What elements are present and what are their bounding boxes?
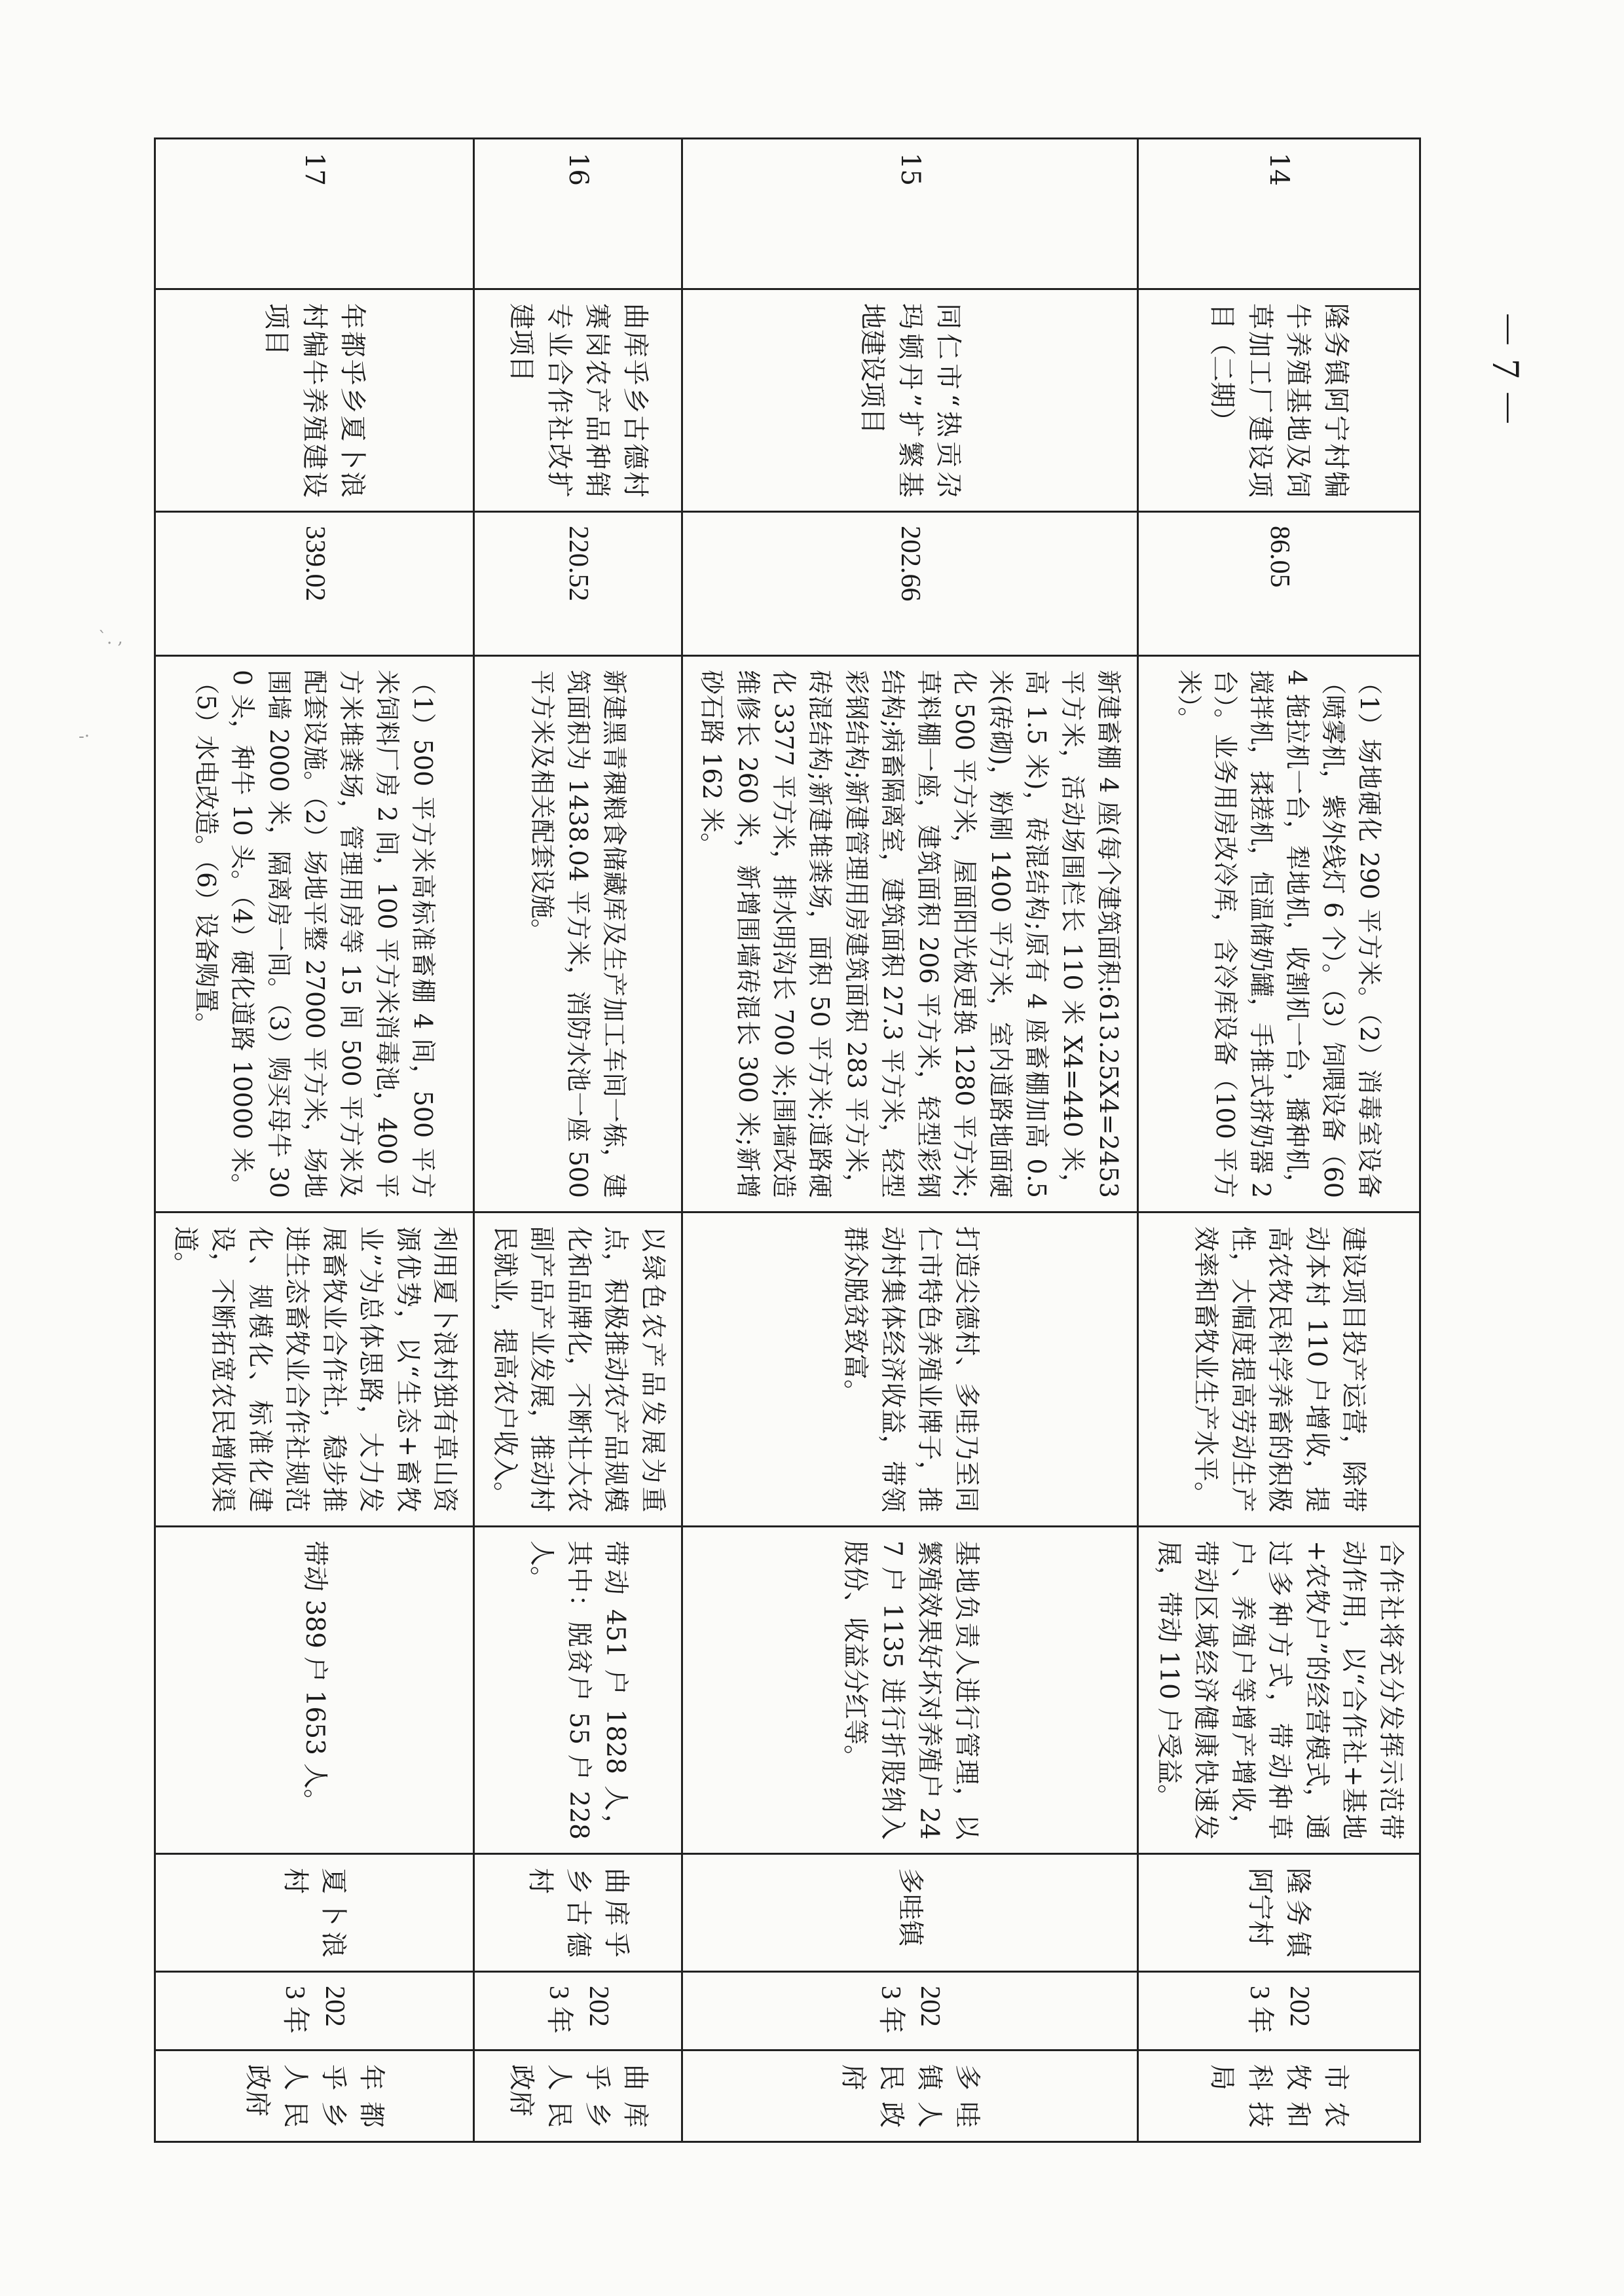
row-number-cell: 15: [682, 139, 1138, 289]
implementation-year-cell: 2023 年: [682, 1972, 1138, 2050]
investment-amount-cell: 339.02: [155, 512, 473, 656]
responsible-unit-cell: 曲库乎乡人民政府: [474, 2050, 682, 2142]
row-number-cell: 14: [1138, 139, 1420, 289]
project-name-cell: 年都乎乡夏卜浪村犏牛养殖建设项目: [155, 289, 473, 512]
project-goal-cell: 建设项目投产运营，除带动本村 110 户增收，提高农牧民科学养畜的积极性，大幅度提高劳动生产效率和畜牧业生产水平。: [1138, 1212, 1420, 1527]
row-number-cell: 17: [155, 139, 473, 289]
responsible-unit-cell: 多哇镇人民政府: [682, 2050, 1138, 2142]
project-name-cell: 曲库乎乡古德村赛岗农产品种销专业合作社改扩建项目: [474, 289, 682, 512]
implementation-year-cell: 2023 年: [1138, 1972, 1420, 2050]
investment-amount-cell: 220.52: [474, 512, 682, 656]
project-goal-cell: 利用夏卜浪村独有草山资源优势，以“生态+畜牧业”为总体思路，大力发展畜牧业合作社，稳步推进生态畜牧业合作社规范化、规模化、标准化建设，不断拓宽农民增收渠道。: [155, 1212, 473, 1527]
row-number-cell: 16: [474, 139, 682, 289]
benefit-mechanism-cell: 基地负责人进行管理，以繁殖效果好坏对养殖户 247 户 1135 进行折股纳入股份、收益分红等。: [682, 1527, 1138, 1854]
rotated-table-container: [170, 137, 1421, 2141]
investment-amount-cell: 86.05: [1138, 512, 1420, 656]
page-number: － 7 －: [1485, 310, 1528, 428]
scan-mark: `. ,: [98, 629, 123, 648]
responsible-unit-cell: 年都乎乡人民政府: [155, 2050, 473, 2142]
construction-content-cell: 新建黑青稞粮食储藏库及生产加工车间一栋，建筑面积为 1438.04 平方米，消防水池一座 500 平方米及相关配套设施。: [474, 656, 682, 1212]
implementation-year-cell: 2023 年: [155, 1972, 473, 2050]
benefit-mechanism-cell: 带动 451 户 1828 人，其中：脱贫户 55 户 228 人。: [474, 1527, 682, 1854]
benefit-mechanism-cell: 带动 389 户 1653 人。: [155, 1527, 473, 1854]
benefit-mechanism-cell: 合作社将充分发挥示范带动作用，以“合作社+基地+农牧户”的经营模式，通过多种方式，带动种草户、养殖户等增产增收，带动区域经济健康快速发展，带动 110 户受益。: [1138, 1527, 1420, 1854]
table-row: [1138, 139, 1420, 2142]
project-goal-cell: 打造尖德村、多哇乃至同仁市特色养殖业牌子，推动村集体经济收益，带领群众脱贫致富。: [682, 1212, 1138, 1527]
project-location-cell: 夏卜浪村: [155, 1854, 473, 1972]
project-name-cell: 隆务镇阿宁村犏牛养殖基地及饲草加工厂建设项目（二期）: [1138, 289, 1420, 512]
table-row: [155, 139, 473, 2142]
project-location-cell: 隆务镇阿宁村: [1138, 1854, 1420, 1972]
project-location-cell: 曲库乎乡古德村: [474, 1854, 682, 1972]
table-row: [682, 139, 1138, 2142]
project-goal-cell: 以绿色农产品发展为重点，积极推动农产品规模化和品牌化，不断壮大农副产品产业发展，推动村民就业，提高农户收入。: [474, 1212, 682, 1527]
project-table: [154, 137, 1421, 2143]
construction-content-cell: （1）场地硬化 290 平方米。（2）消毒室设备（喷雾机，紫外线灯 6 个）。（3）饲喂设备（604 拖拉机一台，犁地机，收割机一台，播种机，搅拌机，揉搓机，恒温储奶罐，手推式挤奶器 2 台）。业务用房改冷库，含冷库设备（100 平方米）。: [1138, 656, 1420, 1212]
construction-content-cell: 新建畜棚 4 座(每个建筑面积:613.25X4=2453 平方米，活动场围栏长 110 米 X4=440 米，高 1.5 米)，砖混结构;原有 4 座畜棚加高 0.5 米(砖砌)，粉刷 1400 平方米，室内道路地面硬化 500 平方米，屋面阳光板更换 1280 平方米;草料棚一座，建筑面积 206 平方米，轻型彩钢结构;病畜隔离室，建筑面积 27.3 平方米，轻型彩钢结构;新建管理用房建筑面积 283 平方米，砖混结构;新建堆粪场，面积 50 平方米;道路硬化 3377 平方米，排水明沟长 700 米;围墙改造维修长 260 米，新增围墙砖混长 300 米;新增砂石路 162 米。: [682, 656, 1138, 1212]
implementation-year-cell: 2023 年: [474, 1972, 682, 2050]
project-name-cell: 同仁市“热贡尕玛顿丹”扩繁基地建设项目: [682, 289, 1138, 512]
scan-mark: -·: [79, 727, 90, 746]
construction-content-cell: （1）500 平方米高标准畜棚 4 间，500 平方米饲料厂房 2 间，100 平方米消毒池，400 平方米堆粪场，管理用房等 15 间 500 平方米及配套设施。（2）场地平整 27000 平方米，场地围墙 2000 米，隔离房一间。（3）购买母牛 300 头，种牛 10 头。（4）硬化道路 10000 米。（5）水电改造。（6）设备购置。: [155, 656, 473, 1212]
project-location-cell: 多哇镇: [682, 1854, 1138, 1972]
responsible-unit-cell: 市农牧和科技局: [1138, 2050, 1420, 2142]
investment-amount-cell: 202.66: [682, 512, 1138, 656]
table-row: [474, 139, 682, 2142]
